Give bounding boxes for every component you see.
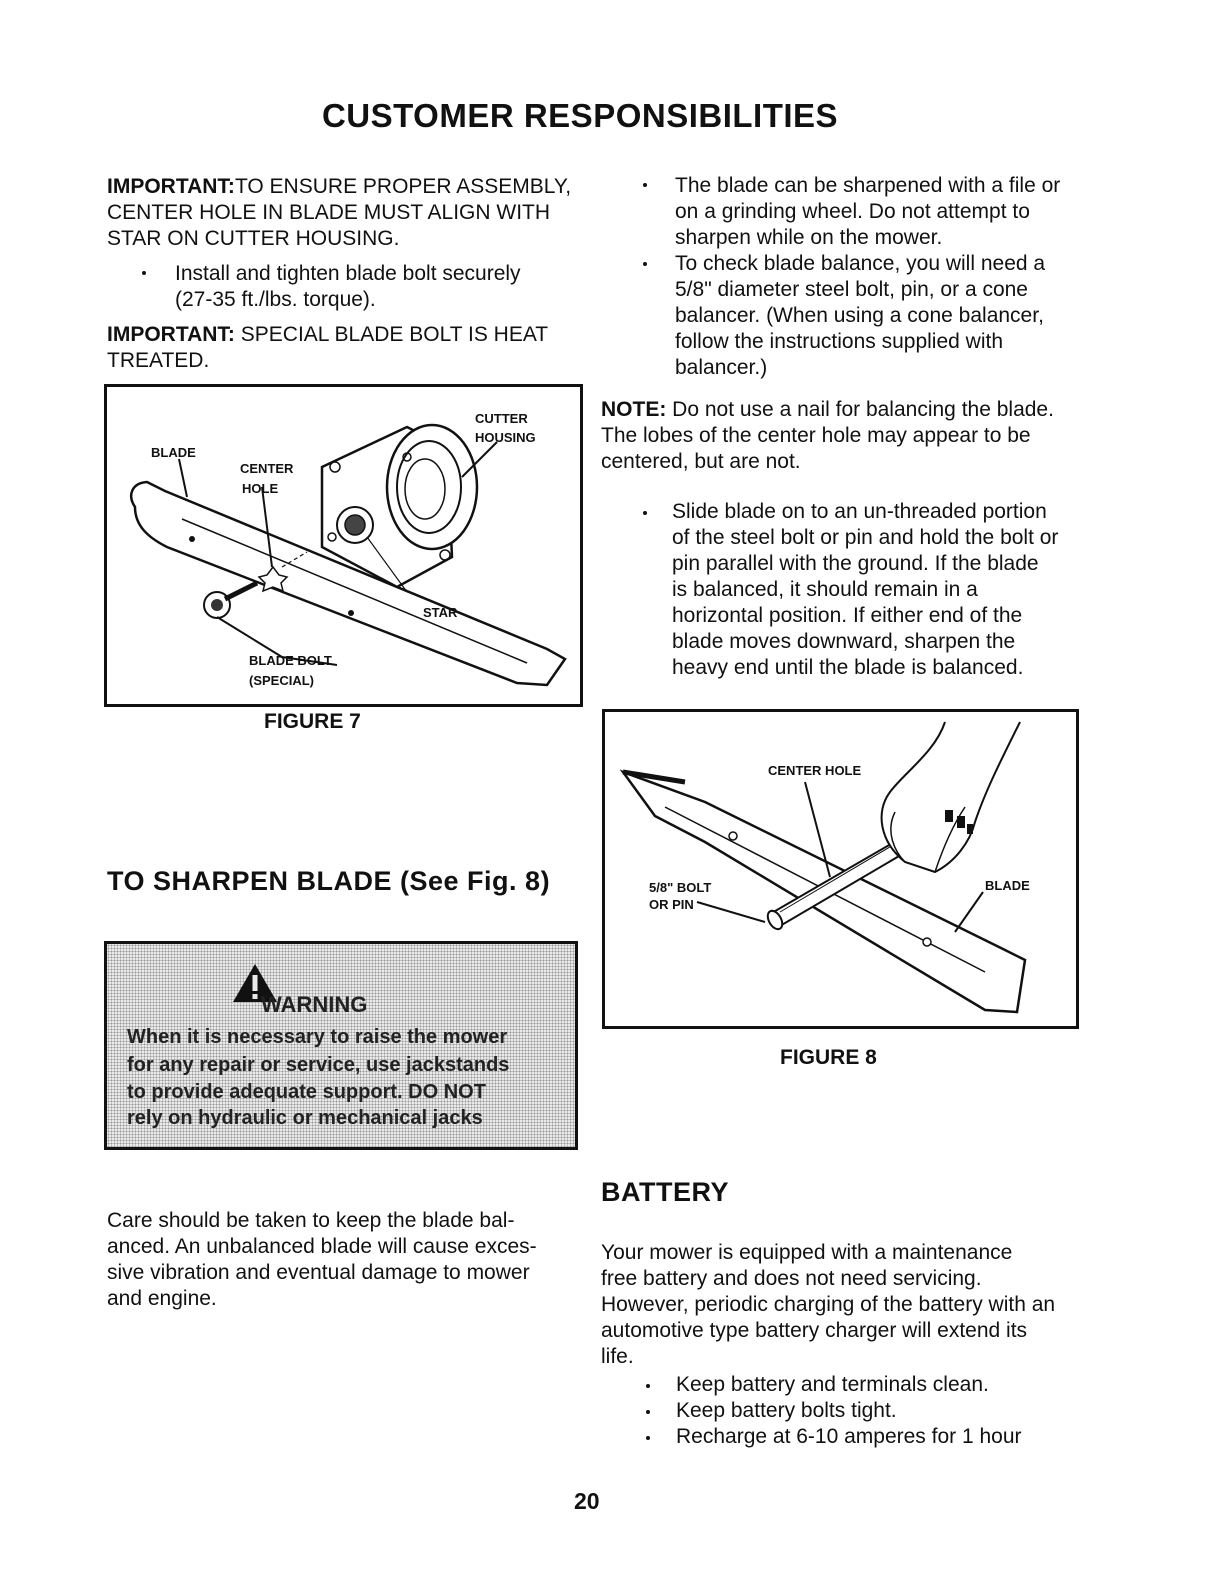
label-blade-bolt: BLADE BOLT	[249, 653, 332, 668]
label-blade: BLADE	[151, 445, 196, 460]
paragraph-line: Care should be taken to keep the blade bal-	[107, 1209, 515, 1232]
figure-8-frame	[602, 709, 1079, 1029]
bullet-line: pin parallel with the ground. If the blade	[672, 552, 1039, 575]
blade-hole	[348, 610, 354, 616]
bullet-line: Slide blade on to an un-threaded portion	[672, 500, 1047, 523]
note-line: Do not use a nail for balancing the blade.	[672, 398, 1054, 421]
label-special: (SPECIAL)	[249, 673, 314, 688]
battery-bullet: Keep battery and terminals clean.	[676, 1373, 989, 1396]
warning-line: rely on hydraulic or mechanical jacks	[127, 1107, 483, 1129]
bullet-dot	[643, 262, 647, 266]
bullet-dot	[643, 511, 647, 515]
battery-paragraph	[601, 1240, 1101, 1370]
warning-line: for any repair or service, use jackstands	[127, 1054, 510, 1076]
page-number: 20	[574, 1488, 600, 1514]
label-star: STAR	[423, 605, 458, 620]
bullet-line: heavy end until the blade is balanced.	[672, 656, 1024, 679]
label-center: CENTER	[240, 461, 294, 476]
bullet-line: blade moves downward, sharpen the	[672, 630, 1016, 653]
bullet-dot	[646, 1436, 650, 1440]
bullet-check-balance	[675, 251, 1045, 381]
bullet-line: sharpen while on the mower.	[675, 226, 943, 249]
note-line: The lobes of the center hole may appear to be	[601, 424, 1031, 447]
important-line: SPECIAL BLADE BOLT IS HEAT	[240, 323, 549, 346]
paragraph-line: free battery and does not need servicing.	[601, 1267, 982, 1290]
label-housing: HOUSING	[475, 430, 536, 445]
bullet-line: (27-35 ft./lbs. torque).	[175, 288, 376, 311]
figure-7-caption: FIGURE 7	[264, 710, 361, 733]
battery-bullet: Recharge at 6-10 amperes for 1 hour	[676, 1425, 1022, 1448]
bullet-line: 5/8" diameter steel bolt, pin, or a cone	[675, 278, 1028, 301]
bullet-slide-blade	[672, 499, 1058, 681]
leader-line	[955, 892, 983, 932]
label-or-pin: OR PIN	[649, 897, 694, 912]
leader-line	[697, 902, 765, 922]
bullet-line: is balanced, it should remain in a	[672, 578, 978, 601]
figure-7-frame	[104, 384, 583, 707]
figure-8-caption: FIGURE 8	[780, 1046, 877, 1069]
blade-hole	[729, 832, 737, 840]
bullet-line: Install and tighten blade bolt securely	[175, 262, 521, 285]
label-cutter: CUTTER	[475, 411, 528, 426]
battery-bullet: Keep battery bolts tight.	[676, 1399, 897, 1422]
bullet-line: follow the instructions supplied with	[675, 330, 1004, 353]
bullet-line: horizontal position. If either end of the	[672, 604, 1023, 627]
blade-hole	[923, 938, 931, 946]
important-line: CENTER HOLE IN BLADE MUST ALIGN WITH	[107, 201, 551, 224]
paragraph-line: anced. An unbalanced blade will cause exces-	[107, 1235, 537, 1258]
paragraph-line: sive vibration and eventual damage to mower	[107, 1261, 530, 1284]
cutter-housing-drawing	[322, 425, 477, 587]
important-line: TO ENSURE PROPER ASSEMBLY,	[234, 175, 572, 198]
important-label: IMPORTANT:	[107, 175, 235, 198]
bullet-line: of the steel bolt or pin and hold the bolt or	[672, 526, 1059, 549]
label-hole: HOLE	[242, 481, 279, 496]
important-line: STAR ON CUTTER HOUSING.	[107, 227, 400, 250]
bullet-dot	[643, 183, 647, 187]
warning-line: When it is necessary to raise the mower	[127, 1026, 508, 1048]
bullet-line: on a grinding wheel. Do not attempt to	[675, 200, 1030, 223]
leader-line	[179, 459, 187, 497]
warning-title: WARNING	[261, 992, 368, 1017]
battery-heading: BATTERY	[601, 1177, 729, 1207]
paragraph-line: Your mower is equipped with a maintenance	[601, 1241, 1013, 1264]
bullet-line: The blade can be sharpened with a file or	[675, 174, 1061, 197]
paragraph-line: However, periodic charging of the battery with an	[601, 1293, 1056, 1316]
bullet-install-bolt	[175, 261, 521, 313]
paragraph-line: automotive type battery charger will extend its	[601, 1319, 1028, 1342]
important-label: IMPORTANT:	[107, 323, 235, 346]
bullet-dot	[142, 271, 146, 275]
note-paragraph	[601, 397, 1101, 475]
paragraph-line: life.	[601, 1345, 634, 1368]
label-bolt: 5/8" BOLT	[649, 880, 712, 895]
bullet-sharpen-method	[675, 173, 1060, 251]
page-title: CUSTOMER RESPONSIBILITIES	[321, 97, 839, 134]
figure-8-illustration	[605, 712, 1076, 1026]
important-assembly-note	[107, 174, 597, 252]
warning-box	[104, 941, 578, 1150]
sharpen-blade-heading: TO SHARPEN BLADE (See Fig. 8)	[107, 866, 551, 896]
paragraph-line: and engine.	[107, 1287, 217, 1310]
important-line: TREATED.	[107, 349, 210, 372]
bullet-line: balancer. (When using a cone balancer,	[675, 304, 1044, 327]
hand-drawing	[882, 722, 1020, 872]
bullet-dot	[646, 1384, 650, 1388]
note-label: NOTE:	[601, 398, 667, 421]
bullet-dot	[646, 1410, 650, 1414]
label-center-hole: CENTER HOLE	[768, 763, 862, 778]
bullet-line: To check blade balance, you will need a	[675, 252, 1046, 275]
blade-hole	[189, 536, 195, 542]
label-blade: BLADE	[985, 878, 1030, 893]
blade-balance-paragraph	[107, 1208, 587, 1312]
blade-bolt-drawing	[204, 583, 257, 618]
important-bolt-note	[107, 322, 597, 374]
note-line: centered, but are not.	[601, 450, 801, 473]
warning-line: to provide adequate support. DO NOT	[127, 1081, 486, 1103]
bullet-line: balancer.)	[675, 356, 768, 379]
